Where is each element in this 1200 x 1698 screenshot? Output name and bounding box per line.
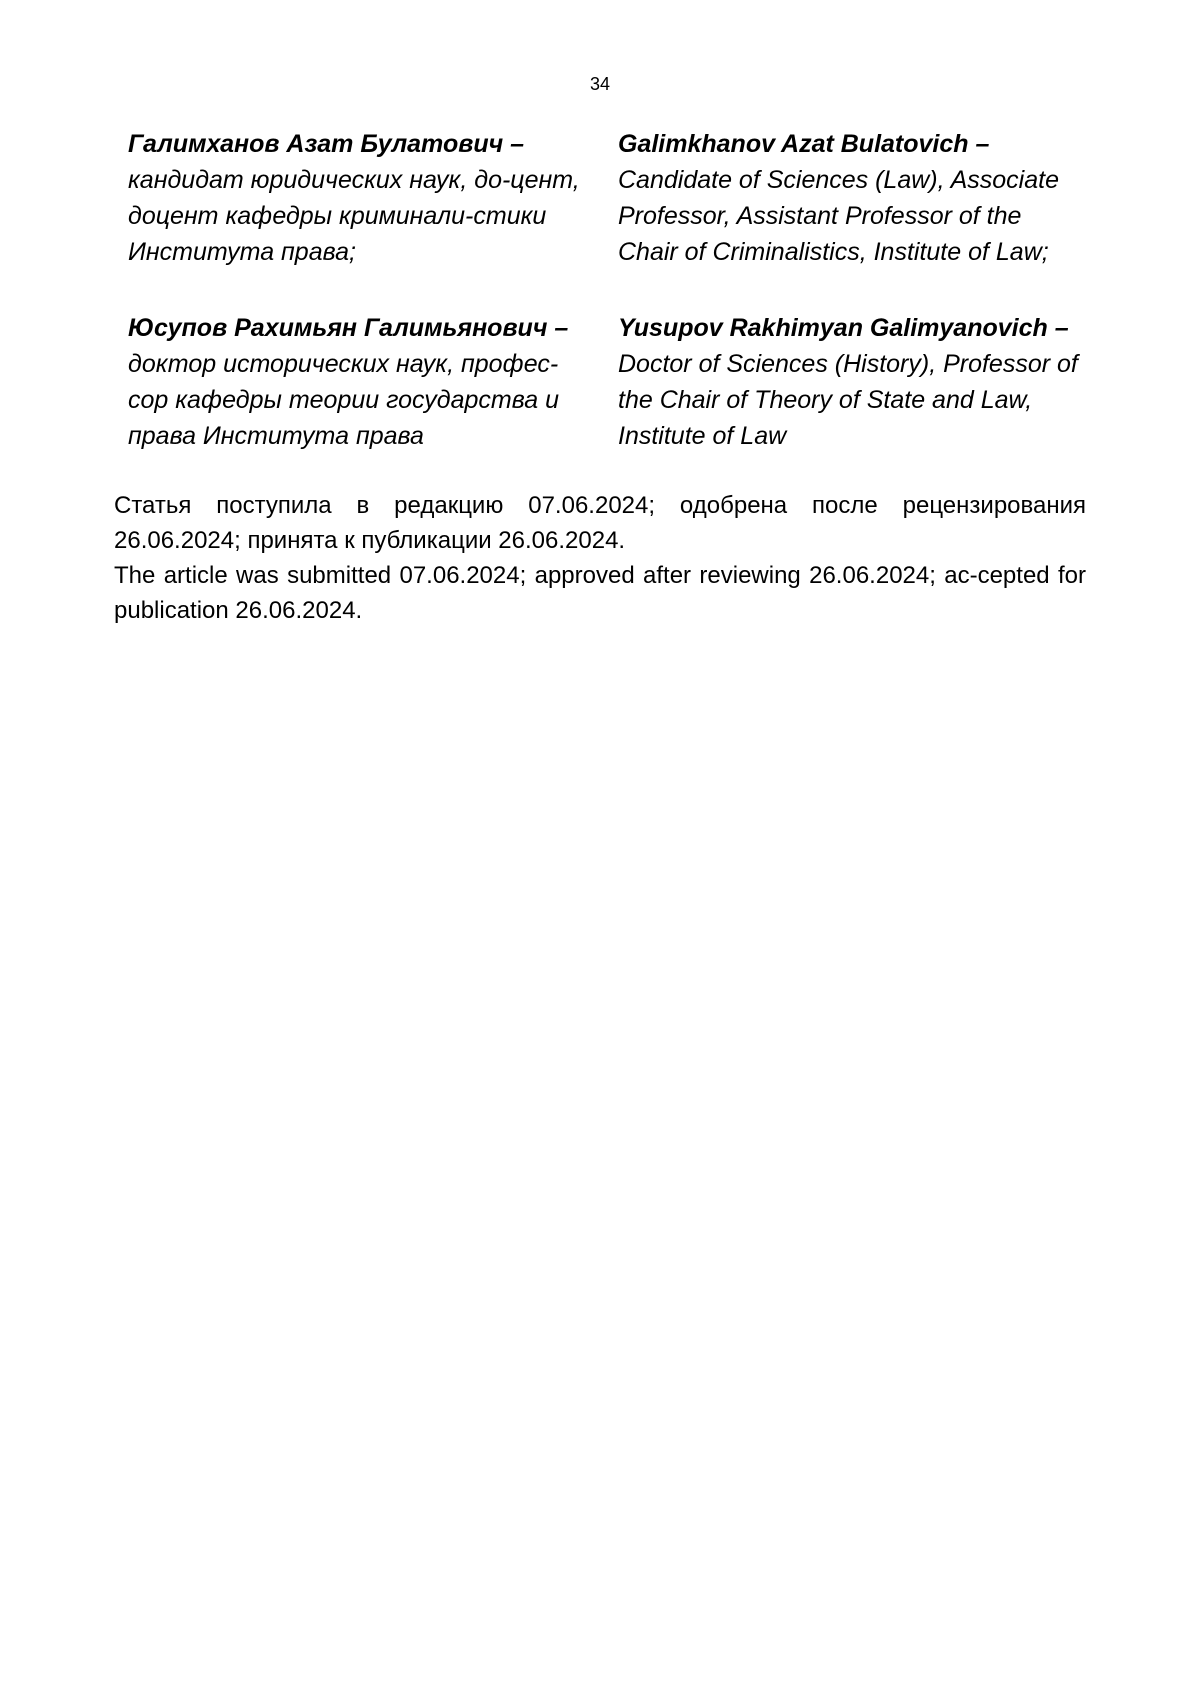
author-name: Galimkhanov Azat Bulatovich –: [618, 130, 990, 158]
authors-block: [128, 126, 1088, 454]
page-number: 34: [589, 74, 611, 94]
author-ru-1: [128, 126, 598, 270]
author-en-1: [618, 126, 1088, 270]
author-description: Candidate of Sciences (Law), Associate Professor, Assistant Professor of the Chair of Criminalistics, Institute of Law;: [618, 166, 1059, 266]
author-name: Yusupov Rakhimyan Galimyanovich –: [618, 314, 1069, 342]
article-history: [114, 488, 1086, 628]
author-description: кандидат юридических наук, до-цент, доцент кафедры криминали-стики Института права;: [128, 166, 580, 266]
author-description: Doctor of Sciences (History), Professor of the Chair of Theory of State and Law, Institute of Law: [618, 350, 1078, 450]
article-history-en: The article was submitted 07.06.2024; approved after reviewing 26.06.2024; ac-cepted for publication 26.06.2024.: [114, 562, 1086, 624]
author-description: доктор исторических наук, профес-сор кафедры теории государства и права Института права: [128, 350, 559, 450]
author-ru-2: [128, 310, 598, 454]
author-name: Юсупов Рахимьян Галимьянович –: [128, 314, 569, 342]
author-en-2: [618, 310, 1088, 454]
author-name: Галимханов Азат Булатович –: [128, 130, 525, 158]
article-history-ru: Статья поступила в редакцию 07.06.2024; одобрена после рецензирования 26.06.2024; принята к публикации 26.06.2024.: [114, 492, 1086, 554]
